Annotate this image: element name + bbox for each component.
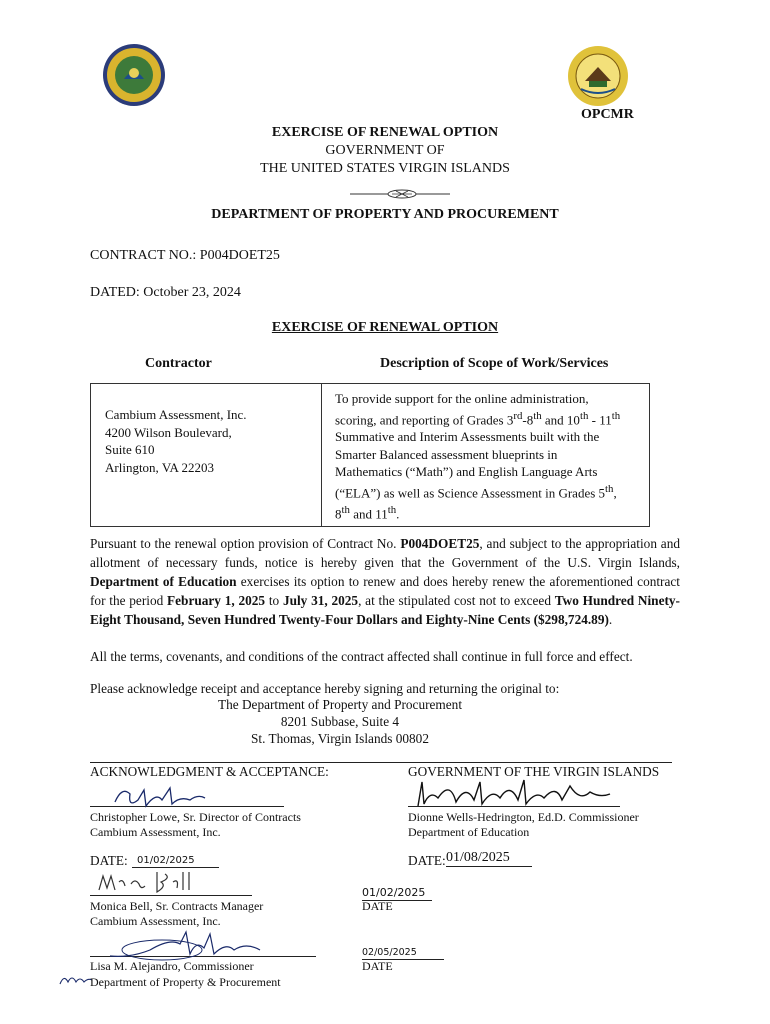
bell-org: Cambium Assessment, Inc. [90, 914, 221, 928]
contract-dated: DATED: October 23, 2024 [90, 285, 241, 300]
lowe-name: Christopher Lowe, Sr. Director of Contracts [90, 810, 301, 824]
date-word-alejandro: DATE [362, 959, 393, 973]
contractor-cell [91, 384, 322, 527]
wells-org: Department of Education [408, 825, 530, 839]
gov-line-2: THE UNITED STATES VIRGIN ISLANDS [260, 161, 510, 176]
virgin-islands-seal-icon [102, 43, 166, 107]
opcmr-label: OPCMR [581, 107, 634, 122]
scope-line: 8th and 11th. [335, 503, 400, 521]
initials-mark-icon [58, 972, 94, 988]
scope-line: To provide support for the online administration, [335, 391, 589, 406]
lowe-signature-icon [110, 782, 210, 812]
contractor-line: 4200 Wilson Boulevard, [105, 424, 232, 440]
lowe-org: Cambium Assessment, Inc. [90, 825, 221, 839]
gov-line-1: GOVERNMENT OF [325, 143, 445, 158]
scope-cell [322, 384, 650, 527]
bell-signature-icon [95, 868, 195, 898]
divider-line [90, 762, 672, 763]
col-header-scope: Description of Scope of Work/Services [380, 356, 609, 371]
contractor-line: Cambium Assessment, Inc. [105, 407, 247, 422]
scope-line: (“ELA”) as well as Science Assessment in Grades 5th, [335, 482, 617, 501]
date-lowe: 01/02/2025 [132, 851, 219, 868]
acknowledge-paragraph: Please acknowledge receipt and acceptance hereby signing and returning the original to: [90, 681, 560, 696]
terms-paragraph: All the terms, covenants, and conditions of the contract affected shall continue in full force and effect. [90, 649, 633, 664]
scope-line: Smarter Balanced assessment blueprints in [335, 446, 558, 462]
gov-label: GOVERNMENT OF THE VIRGIN ISLANDS [408, 764, 660, 779]
col-header-contractor: Contractor [145, 356, 212, 371]
date-word-bell: DATE [362, 899, 393, 913]
department-heading: DEPARTMENT OF PROPERTY AND PROCUREMENT [211, 207, 559, 222]
scope-table [90, 383, 650, 527]
renewal-paragraph: Pursuant to the renewal option provision of Contract No. P004DOET25, and subject to the appropriation and allotment of necessary funds, notice is hereby given that the Government of the U.S. Virgin Islands, Department of Education exercises its option to renew and does hereby renew the aforementioned contract for the period February 1, 2025 to July 31, 2025, at the stipulated cost not to exceed Two Hundred Ninety-Eight Thousand, Seven Hundred Twenty-Four Dollars and Eighty-Nine Cents ($298,724.89). [90, 536, 680, 627]
contractor-line: Arlington, VA 22203 [105, 459, 214, 475]
scope-line: scoring, and reporting of Grades 3rd-8th and 10th - 11th [335, 409, 621, 427]
contract-number: CONTRACT NO.: P004DOET25 [90, 248, 280, 263]
scope-line: Summative and Interim Assessments built with the [335, 429, 600, 445]
date-bell: 01/02/2025 [362, 884, 432, 901]
section-title: EXERCISE OF RENEWAL OPTION [271, 320, 499, 335]
alejandro-name: Lisa M. Alejandro, Commissioner [90, 959, 254, 973]
date-label-lowe: DATE: [90, 853, 128, 868]
address-line: St. Thomas, Virgin Islands 00802 [251, 731, 429, 746]
contractor-line: Suite 610 [105, 442, 155, 457]
scope-line: Mathematics (“Math”) and English Language Arts [335, 464, 598, 480]
doc-title: EXERCISE OF RENEWAL OPTION [271, 125, 499, 140]
alejandro-org: Department of Property & Procurement [90, 975, 281, 989]
bell-name: Monica Bell, Sr. Contracts Manager [90, 899, 264, 913]
wells-signature-icon [410, 776, 620, 812]
property-procurement-seal-icon [567, 45, 629, 107]
ornament-divider-icon [350, 186, 450, 202]
date-label-wells: DATE: [408, 853, 446, 868]
ack-label: ACKNOWLEDGMENT & ACCEPTANCE: [90, 764, 329, 779]
wells-name: Dionne Wells-Hedrington, Ed.D. Commissioner [408, 810, 639, 824]
date-wells: 01/08/2025 [446, 849, 532, 867]
address-line: The Department of Property and Procurement [217, 697, 463, 712]
date-alejandro: 02/05/2025 [362, 943, 444, 960]
address-line: 8201 Subbase, Suite 4 [280, 714, 400, 729]
